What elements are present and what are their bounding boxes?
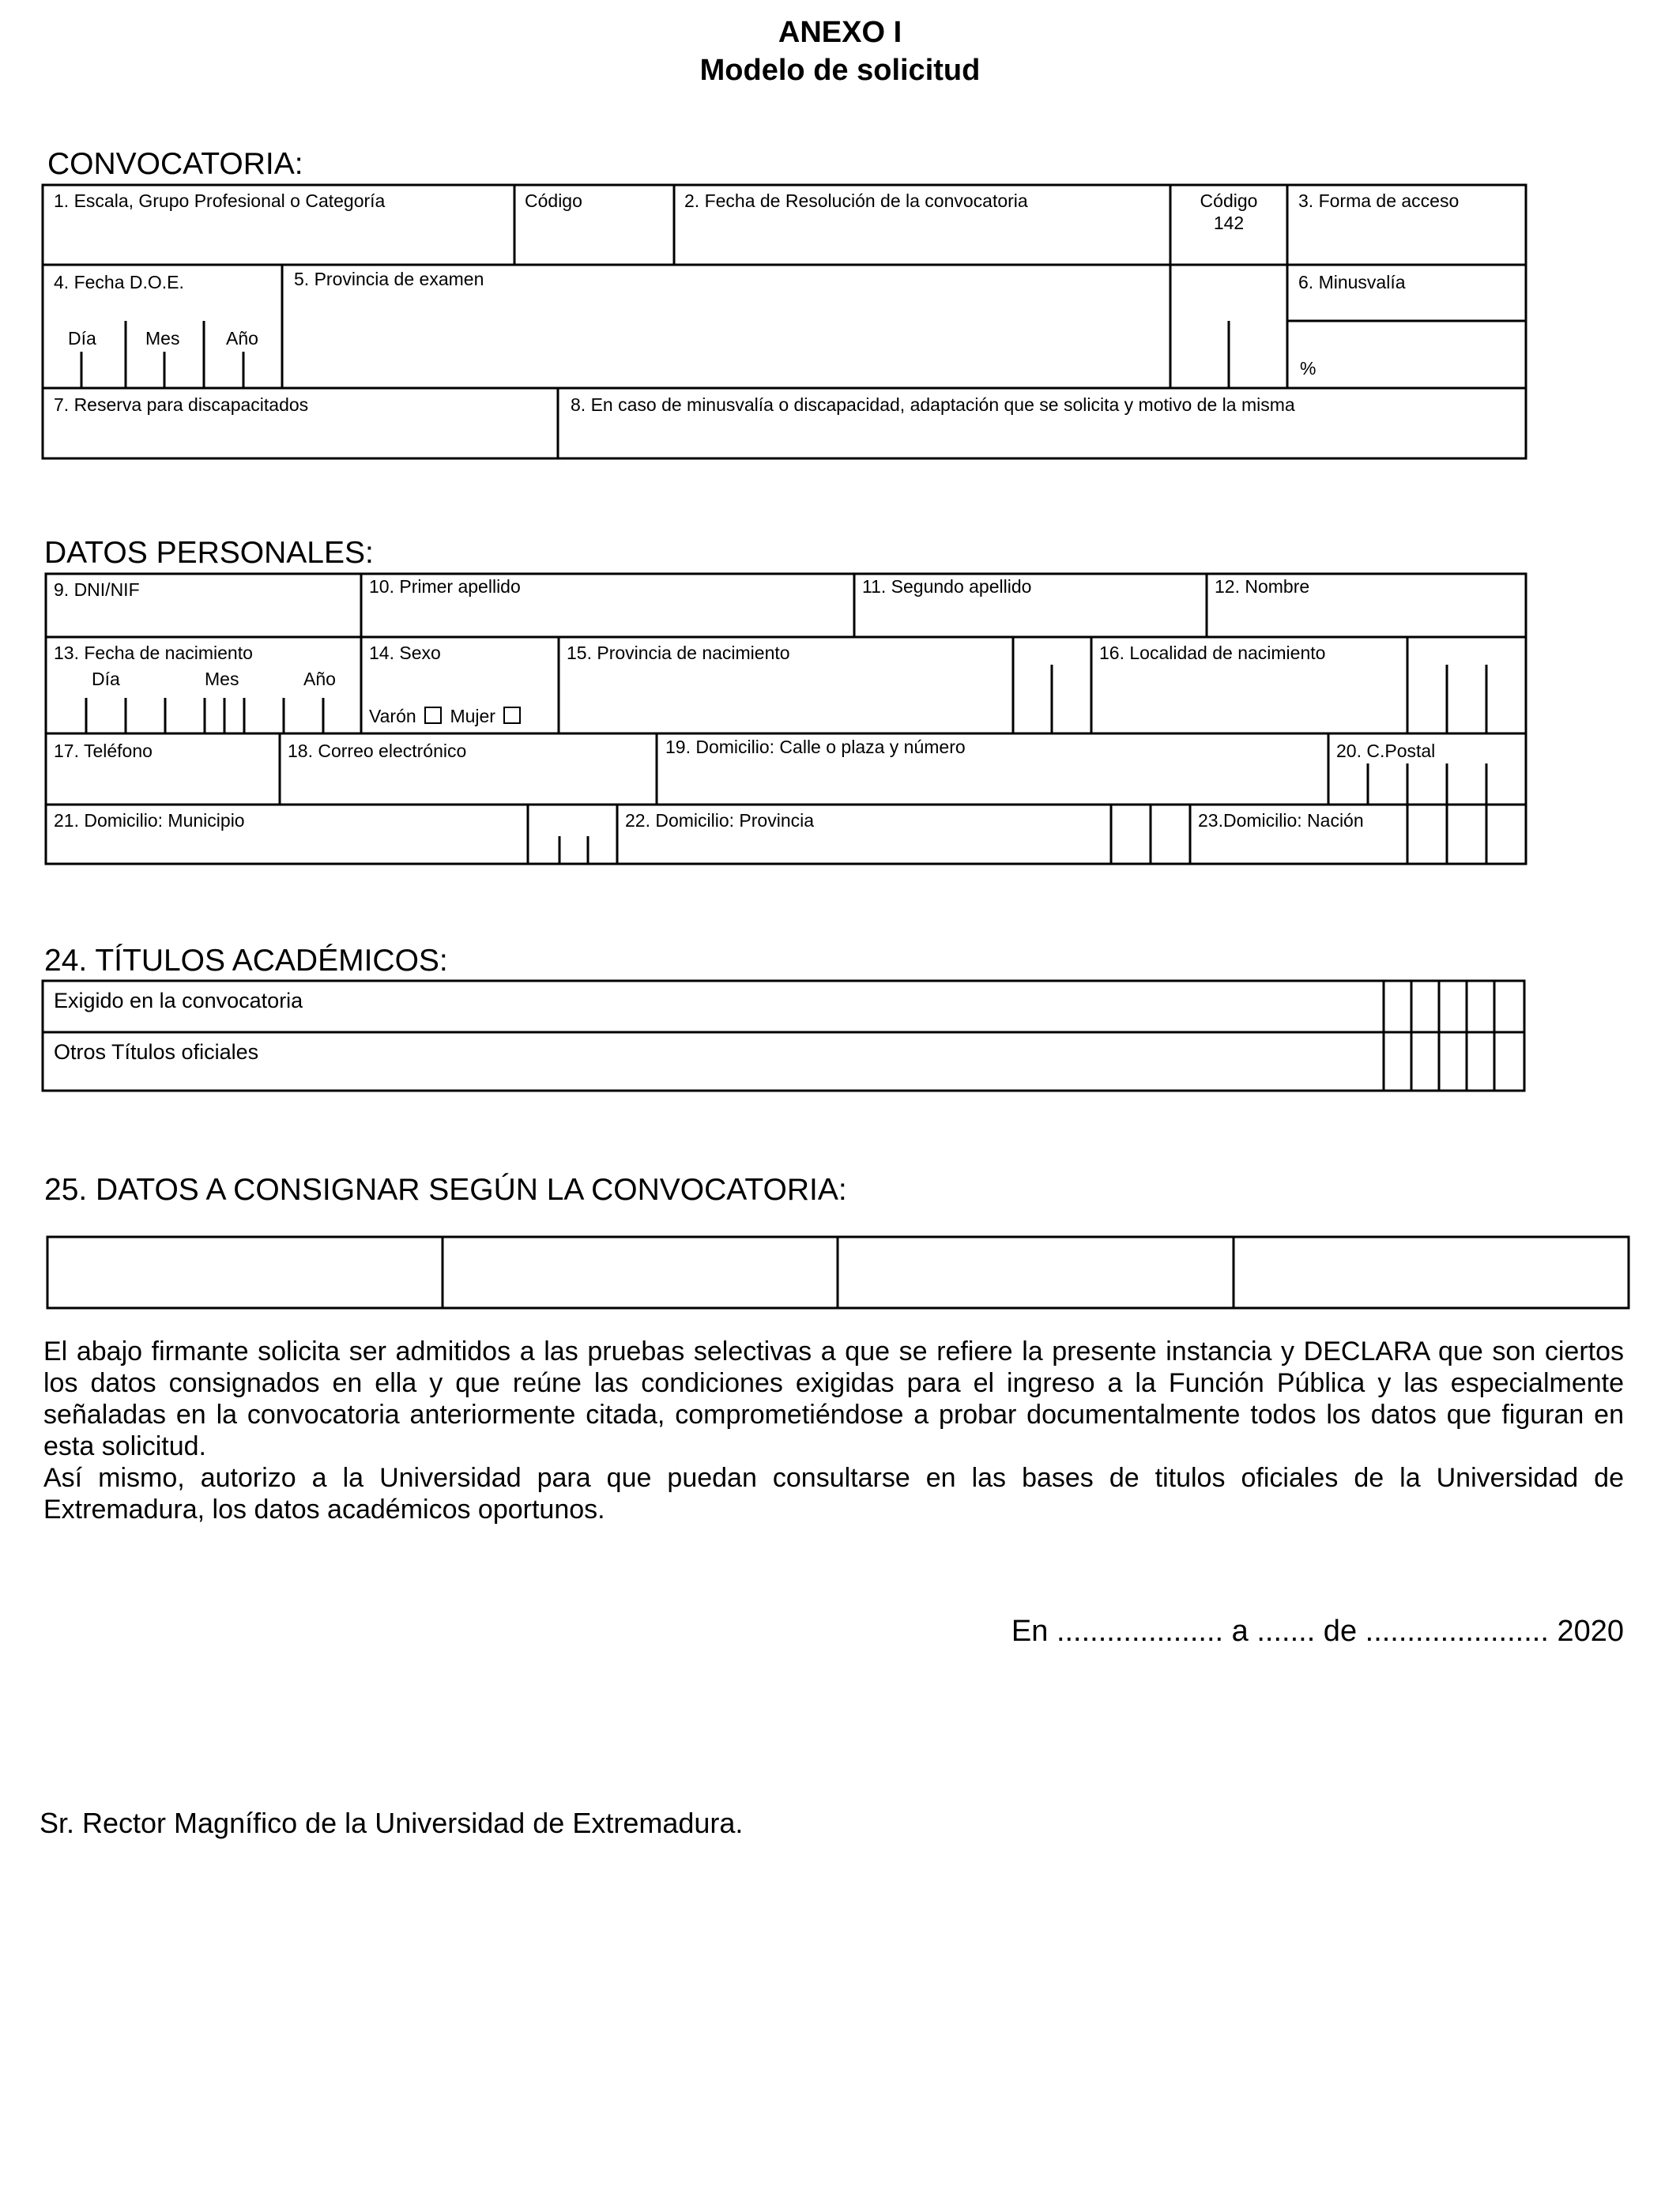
field-label-postal-code: 20. C.Postal — [1336, 741, 1436, 761]
field-label-birth-date: 13. Fecha de nacimiento — [54, 643, 253, 663]
degree-row-required: Exigido en la convocatoria — [54, 989, 303, 1012]
birth-month-label: Mes — [205, 669, 239, 689]
field-label-nation: 23.Domicilio: Nación — [1198, 810, 1364, 831]
call-data-cell-1[interactable] — [49, 1238, 441, 1306]
annex-title: ANEXO I — [778, 16, 902, 49]
doe-year-label: Año — [226, 328, 258, 349]
sex-male-label: Varón — [369, 706, 416, 726]
field-label-resolution-date: 2. Fecha de Resolución de la convocatoria — [684, 190, 1028, 211]
field-label-doe-date: 4. Fecha D.O.E. — [54, 272, 184, 292]
degree-row-other: Otros Títulos oficiales — [54, 1040, 259, 1064]
field-label-phone: 17. Teléfono — [54, 741, 153, 761]
call-data-cell-3[interactable] — [839, 1238, 1232, 1306]
sex-female-label: Mujer — [450, 706, 495, 726]
disability-percent-sign: % — [1300, 358, 1317, 379]
declaration-paragraph: El abajo firmante solicita ser admitidos a las pruebas selectivas a que se refiere la presente instancia y DECLARA que son ciertos los datos consignados en ella y que reúne las condiciones exigidas para el ingreso a la Función Pública y las especialmente señaladas en la convocatoria anteriormente citada, comprometiéndose a probar documentalmente todos los datos que figuran en esta solicitud. — [43, 1336, 1624, 1461]
section-heading-convocatoria: CONVOCATORIA: — [47, 147, 303, 181]
field-label-codigo-2: Código — [1200, 190, 1258, 211]
authorization-paragraph: Así mismo, autorizo a la Universidad para que puedan consultarse en las bases de titulos oficiales de la Universidad de Extremadura, los datos académicos oportunos. — [43, 1463, 1624, 1525]
field-label-reserve-disabled: 7. Reserva para discapacitados — [54, 394, 309, 415]
field-label-adaptation: 8. En caso de minusvalía o discapacidad, adaptación que se solicita y motivo de la misma — [571, 394, 1295, 415]
field-label-address-province: 22. Domicilio: Provincia — [625, 810, 815, 831]
call-data-cell-2[interactable] — [444, 1238, 836, 1306]
field-label-birth-locality: 16. Localidad de nacimiento — [1099, 643, 1326, 663]
field-label-disability: 6. Minusvalía — [1298, 272, 1406, 292]
form-subtitle: Modelo de solicitud — [699, 54, 981, 87]
field-label-sex: 14. Sexo — [369, 643, 441, 663]
field-label-first-surname: 10. Primer apellido — [369, 576, 521, 597]
birth-year-label: Año — [303, 669, 336, 689]
call-data-cell-4[interactable] — [1235, 1238, 1627, 1306]
section-heading-degrees: 24. TÍTULOS ACADÉMICOS: — [44, 944, 448, 978]
field-label-second-surname: 11. Segundo apellido — [862, 576, 1032, 597]
section-heading-call-data: 25. DATOS A CONSIGNAR SEGÚN LA CONVOCATORIA: — [44, 1173, 847, 1207]
field-label-exam-province: 5. Provincia de examen — [294, 269, 484, 289]
doe-month-label: Mes — [145, 328, 180, 349]
field-label-birth-province: 15. Provincia de nacimiento — [567, 643, 790, 663]
field-label-codigo-1: Código — [525, 190, 582, 211]
section-heading-personal-data: DATOS PERSONALES: — [44, 536, 374, 570]
field-label-dni: 9. DNI/NIF — [54, 579, 140, 600]
doe-day-label: Día — [68, 328, 96, 349]
declaration-text — [43, 1336, 1624, 1525]
field-label-email: 18. Correo electrónico — [288, 741, 467, 761]
codigo-value: 142 — [1213, 213, 1245, 233]
addressee: Sr. Rector Magnífico de la Universidad de Extremadura. — [40, 1807, 744, 1839]
field-label-category: 1. Escala, Grupo Profesional o Categoría — [54, 190, 386, 211]
place-date-line: En .................... a ....... de ...................... 2020 — [1011, 1615, 1624, 1648]
birth-day-label: Día — [92, 669, 120, 689]
field-label-access-form: 3. Forma de acceso — [1298, 190, 1460, 211]
field-label-name: 12. Nombre — [1215, 576, 1310, 597]
field-label-street: 19. Domicilio: Calle o plaza y número — [665, 737, 966, 757]
field-label-municipality: 21. Domicilio: Municipio — [54, 810, 245, 831]
